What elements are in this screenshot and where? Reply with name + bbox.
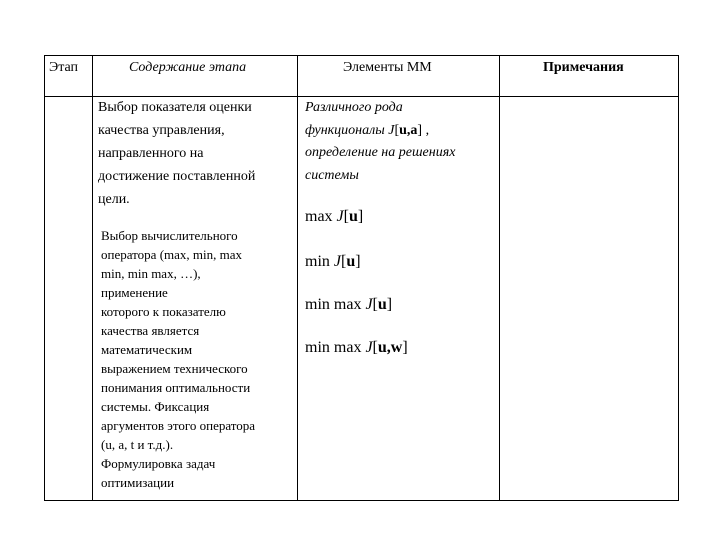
text-line: определение на решениях (305, 145, 456, 160)
header-stage: Этап (49, 60, 79, 75)
table-bottom-border (44, 500, 679, 501)
text-line: математическим (101, 342, 193, 357)
table-left-border (44, 55, 45, 501)
func-args: u,a (399, 122, 418, 138)
text-line: системы (305, 167, 359, 183)
column-divider-2 (297, 55, 298, 501)
text-line: понимания оптимальности (101, 380, 251, 395)
text-line: качества управления, (98, 123, 225, 138)
symbol-J: J (336, 208, 344, 225)
bracket-close: ] (355, 253, 361, 270)
bracket-open: [ (372, 296, 378, 313)
arg-u: u (346, 253, 356, 270)
bracket-close: ] , (417, 122, 430, 138)
bracket-close: ] (402, 339, 408, 356)
arg-u: u (377, 296, 387, 313)
text-line: которого к показателю (101, 304, 226, 319)
bracket-close: ] (357, 208, 364, 225)
column-divider-1 (92, 55, 93, 501)
table-right-border (678, 55, 679, 501)
formula-max-J-u (305, 208, 363, 226)
formula-min-J-u (305, 253, 361, 271)
header-content: Содержание этапа (129, 60, 247, 75)
content-block-1 (98, 96, 255, 211)
functionals-description (305, 97, 455, 187)
header-elements: Элементы ММ (343, 60, 432, 75)
text-line: выражением технического (101, 361, 248, 376)
symbol-J: J (388, 122, 395, 138)
bracket-open: [ (343, 208, 349, 225)
operator: max (305, 208, 337, 225)
symbol-J: J (365, 339, 373, 356)
text-line: Различного рода (305, 100, 403, 115)
arg-u: u (348, 208, 358, 225)
formula-minmax-J-uw (305, 339, 408, 357)
text-line: достижение поставленной (98, 169, 256, 184)
symbol-J: J (365, 296, 373, 313)
bracket-open: [ (394, 122, 400, 138)
formula-minmax-J-u (305, 296, 392, 314)
text-line: системы. Фиксация (101, 399, 210, 414)
column-divider-3 (499, 55, 500, 501)
header-notes: Примечания (543, 60, 624, 75)
bracket-close: ] (386, 296, 393, 313)
text-line: min, min max, …), (101, 266, 201, 281)
text-line: аргументов этого оператора (101, 418, 256, 433)
text-line: Формулировка задач (101, 456, 216, 471)
text-line: Выбор показателя оценки (98, 100, 252, 115)
operator: min max (305, 339, 366, 356)
text-line: оператора (max, min, max (101, 247, 243, 262)
text-line: цели. (98, 192, 130, 207)
arg-uw: u,w (377, 339, 403, 356)
operator: min max (305, 296, 366, 313)
content-block-2 (101, 226, 255, 492)
operator: min (305, 253, 334, 270)
symbol-J: J (333, 253, 341, 270)
bracket-open: [ (341, 253, 347, 270)
text-line: оптимизации (101, 475, 175, 490)
text-line: (u, a, t и т.д.). (101, 437, 174, 452)
table-top-border (44, 55, 679, 56)
text-span: функционалы (305, 122, 389, 138)
text-line: направленного на (98, 146, 204, 161)
bracket-open: [ (372, 339, 378, 356)
text-line: качества является (101, 323, 200, 338)
text-line (305, 120, 455, 143)
text-line: Выбор вычислительного (101, 228, 238, 243)
text-line: применение (101, 285, 168, 300)
